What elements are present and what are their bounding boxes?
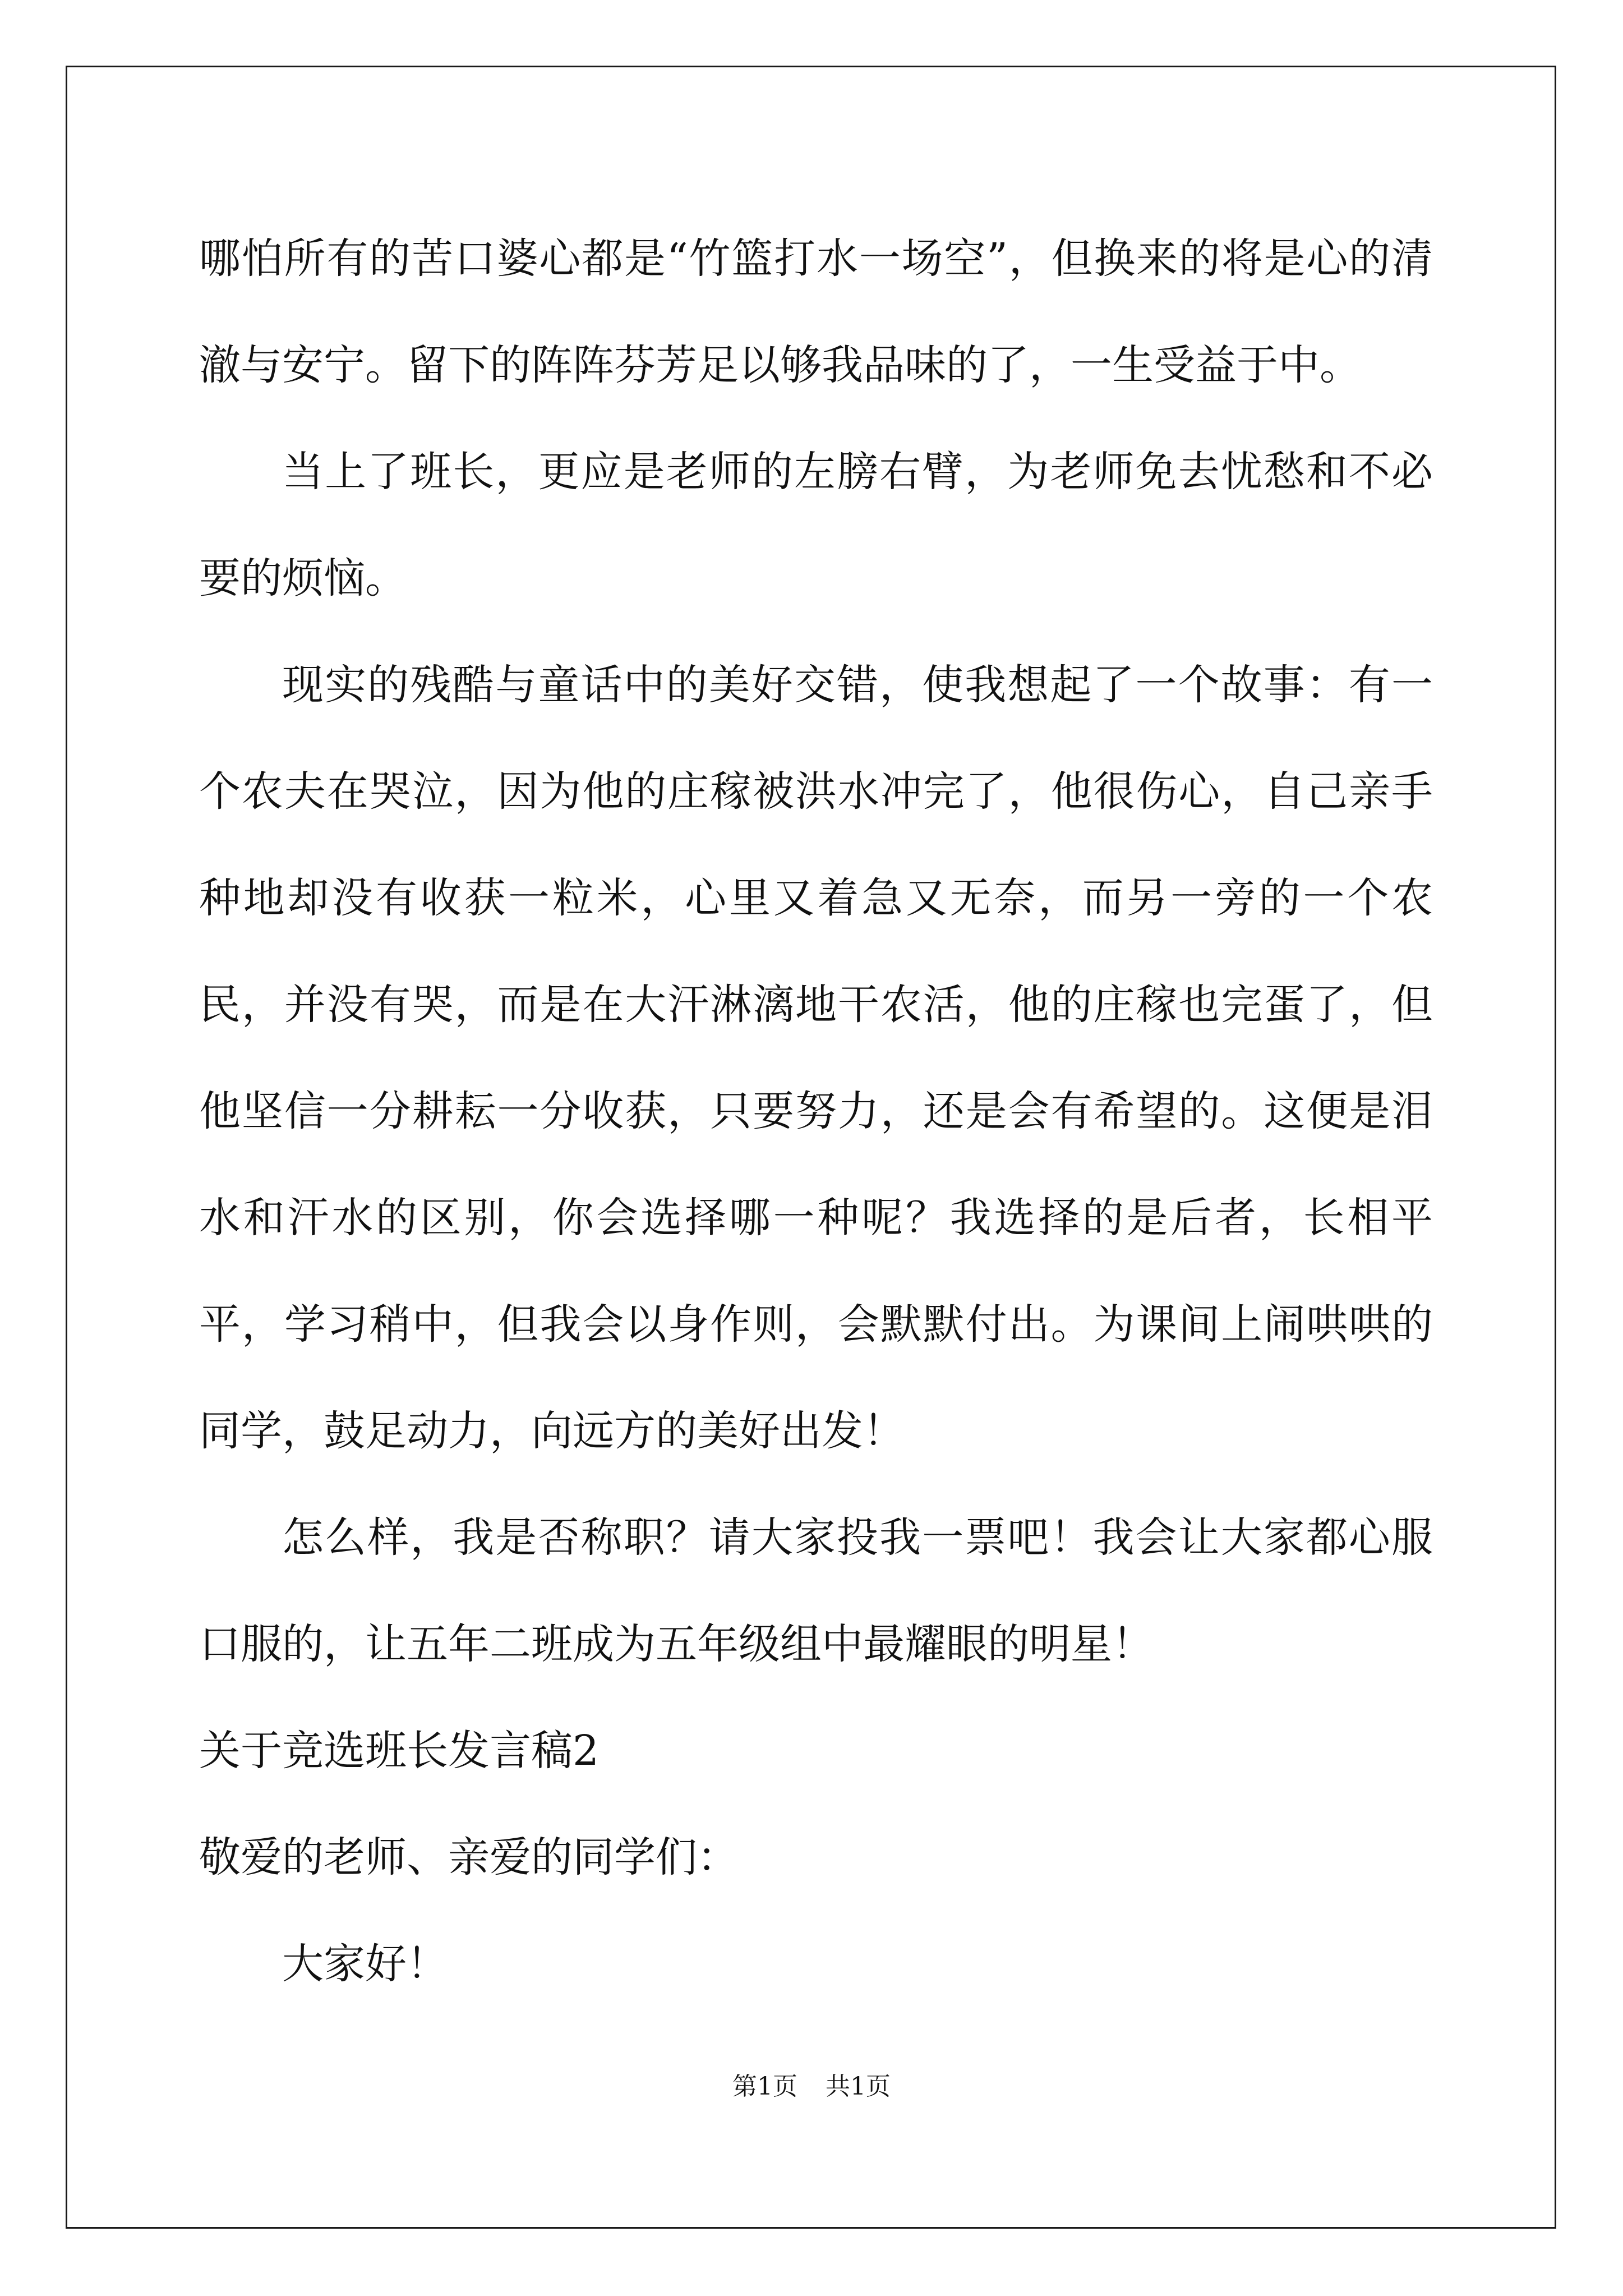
page-number: 第1页: [732, 2072, 797, 2101]
greeting: 大家好！: [282, 1940, 448, 1988]
page-footer: [0, 2070, 1623, 2104]
section-title: 关于竞选班长发言稿2: [199, 1727, 600, 1775]
paragraph-3: 现实的残酷与童话中的美好交错，使我想起了一个故事：有一个农夫在哭泣，因为他的庄稼被洪水冲完了，他很伤心，自己亲手种地却没有收获一粒米，心里又着急又无奈，而另一旁的一个农民，并没有哭，而是在大汗淋漓地干农活，他的庄稼也完蛋了，但他坚信一分耕耘一分收获，只要努力，还是会有希望的。这便是泪水和汗水的区别，你会选择哪一种呢？我选择的是后者，长相平平，学习稍中，但我会以身作则，会默默付出。为课间上闹哄哄的同学，鼓足动力，向远方的美好出发！: [199, 661, 1433, 1455]
page-total: 共1页: [826, 2072, 891, 2101]
paragraph-2: 当上了班长，更应是老师的左膀右臂，为老师免去忧愁和不必要的烦恼。: [199, 448, 1433, 602]
paragraph-4: 怎么样，我是否称职？请大家投我一票吧！我会让大家都心服口服的，让五年二班成为五年级组中最耀眼的明星！: [199, 1513, 1433, 1668]
salutation: 敬爱的老师、亲爱的同学们：: [199, 1833, 739, 1881]
document-body: [199, 205, 1433, 2017]
paragraph-1: 哪怕所有的苦口婆心都是“竹篮打水一场空”，但换来的将是心的清澈与安宁。留下的阵阵芬芳足以够我品味的了，一生受益于中。: [199, 234, 1433, 389]
